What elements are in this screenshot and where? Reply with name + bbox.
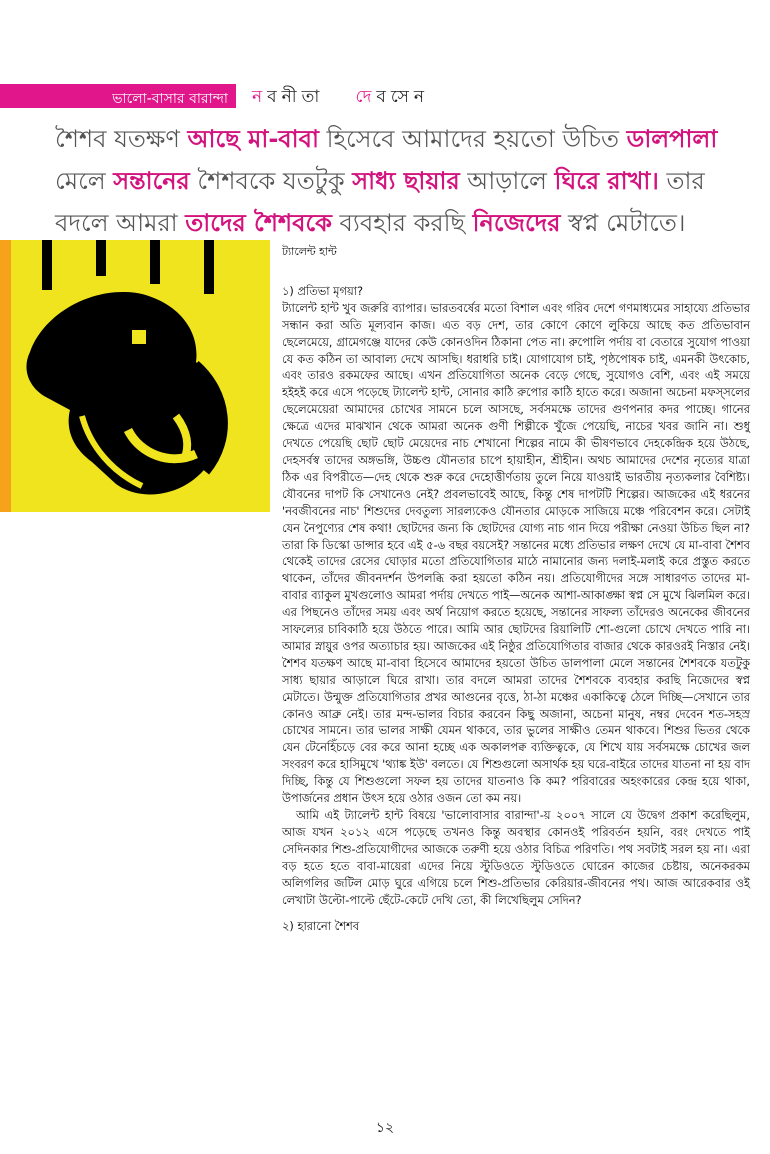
article-tag: ট্যালেন্ট হান্ট xyxy=(282,245,337,258)
article-body xyxy=(282,244,750,935)
pull-text: হিসেবে আমাদের হয়তো উচিত xyxy=(318,125,627,153)
pull-highlight: তাদের শৈশবকে xyxy=(185,209,332,237)
author-last-accent: দে xyxy=(355,87,377,107)
pull-text: শৈশব যতক্ষণ xyxy=(55,125,188,153)
pull-highlight: ডালপালা xyxy=(626,125,718,153)
pull-text: তার বদলে আমরা xyxy=(55,167,705,237)
pull-text: ব্যবহার করছি xyxy=(331,209,473,237)
pull-quote xyxy=(55,118,745,244)
author-name xyxy=(252,84,429,112)
paragraph: ট্যালেন্ট হান্ট খুব জরুরি ব্যাপার। ভারতবর্ষের মতো বিশাল এবং গরিব দেশে গণমাধ্যমের সাহায্যে প্রতিভার সন্ধান করা অতি মূল্যবান কাজ। এত বড় দেশ, তার কোণে কোণে লুকিয়ে আছে কত প্রতিভাবান ছেলেমেয়ে, গ্রামেগঞ্জে যাদের কেউ কোনওদিন ঠিকানা পেত না। রুপোলি পর্দায় বা বেতারে সুযোগ পাওয়া যে কত কঠিন তা আবাল্য দেখে আসছি। ধরাধরি চাই। যোগাযোগ চাই, পৃষ্ঠপোষক চাই, এমনকী উৎকোচ, এবং তারও রকমফের আছে। এখন প্রতিযোগিতা অনেক বেড়ে গেছে, সুযোগও বেশি, এবং এই সময়ে হইহই করে এসে পড়েছে ট্যালেন্ট হান্ট, সোনার কাঠি রুপোর কাঠি হাতে করে। অজানা অচেনা মফস্সলের ছেলেমেয়েরা আমাদের চোখের সামনে চলে আসছে, সর্বসমক্ষে তাদের গুণপনার কদর পাচ্ছে। গানের ক্ষেত্রে এদের মাঝখান থেকে আমরা অনেক গুণী শিল্পীকে খুঁজে পেয়েছি, নাচের খবর জানি না। শুধু দেখতে পেয়েছি ছোট ছোট মেয়েদের নাচ শেখানো শিল্পের নামে কী ভীষণভাবে দেহকেন্দ্রিক হয়ে উঠছে, দেহসর্বস্ব তাদের অঙ্গভঙ্গি, উচ্চণ্ড যৌনতার চাপে হায়াহীন, শ্রীহীন। অথচ আমাদের দেশের নৃত্যের যাত্রা ঠিক এর বিপরীতে—দেহ থেকে শুরু করে দেহোত্তীর্ণতায় তুলে নিয়ে যাওয়াই ভারতীয় নৃত্যকলার বৈশিষ্ট্য। যৌবনের দাপট কি সেখানেও নেই? প্রবলভাবেই আছে, কিন্তু শেষ দাপটটি শিল্পের। আজকের এই ধরনের 'নবজীবনের নাচ' শিশুদের দেবতুল্য সারল্যকেও যৌনতার মোড়কে সাজিয়ে মঞ্চে পরিবেশন করে। সেটাই যেন নৈপুণ্যের শেষ কথা! ছোটদের জন্য কি ছোটদের যোগ্য নাচ গান দিয়ে পরীক্ষা নেওয়া উচিত ছিল না? তারা কি ডিস্কো ডান্সার হবে এই ৫-৬ বছর বয়সেই? সন্তানের মধ্যে প্রতিভার লক্ষণ দেখে যে মা-বাবা শৈশব থেকেই তাদের রেসের ঘোড়ার মতো প্রতিযোগিতার মাঠে নামানোর জন্য দলাই-মলাই করে প্রস্তুত করতে থাকেন, তাঁদের জীবনদর্শন উপলব্ধি করা হয়তো কঠিন নয়। প্রতিযোগীদের সঙ্গে সাধারণত তাদের মা-বাবার ব্যাকুল মুখগুলোও আমরা পর্দায় দেখতে পাই—অনেক আশা-আকাঙ্ক্ষা স্বপ্ন সে মুখে ঝিলমিল করে। এর পিছনেও তাঁদের সময় এবং অর্থ নিয়োগ করতে হয়েছে, সন্তানের সাফল্য তাঁদেরও অনেকের জীবনের সাফল্যের চাবিকাঠি হয়ে উঠতে পারে। আমি আর ছোটদের রিয়ালিটি শো-গুলো চোখে দেখতে পারি না। আমার স্নায়ুর ওপর অত্যাচার হয়। আজকের এই নিষ্ঠুর প্রতিযোগিতার বাজার থেকে কারওরই নিস্তার নেই। শৈশব যতক্ষণ আছে মা-বাবা হিসেবে আমাদের হয়তো উচিত ডালপালা মেলে সন্তানের শৈশবকে যতটুকু সাধ্য ছায়ার আড়ালে ঘিরে রাখা। তার বদলে আমরা তাদের শৈশবকে ব্যবহার করছি নিজেদের স্বপ্ন মেটাতে। উন্মুক্ত প্রতিযোগিতার প্রখর আগুনের বৃত্তে, ঠা-ঠা মঞ্চের একাকিত্বে ঠেলে দিচ্ছি—সেখানে তার কোনও আব্রু নেই। তার মন্দ-ভালর বিচার করবেন কিছু অজানা, অচেনা মানুষ, নম্বর দেবেন শত-সহস্র চোখের সামনে। তার ভালর সাক্ষী যেমন থাকবে, তার ভুলের সাক্ষীও তেমন থাকবে। শিশুর ভিতর থেকে যেন টেনেহিঁচড়ে বের করে আনা হচ্ছে এক অকালপক্ব ব্যক্তিত্বকে, যে শিখে যায় সর্বসমক্ষে চোখের জল সংবরণ করে হাসিমুখে 'থ্যাঙ্ক ইউ' বলতে। যে শিশুগুলো অসার্থক হয় ঘরে-বাইরে তাদের যাতনা না হয় বাদ দিচ্ছি, কিন্তু যে শিশুগুলো সফল হয় তাদের যাতনাও কি কম? পরিবারের অহংকারের কেন্দ্র হয়ে থাকা, উপার্জনের প্রধান উৎস হয়ে ওঠার ওজন তো কম নয়। xyxy=(282,300,750,806)
author-last-rest: বসেন xyxy=(376,87,430,107)
column-banner xyxy=(0,84,236,108)
pull-text: আড়ালে xyxy=(459,167,555,195)
pull-highlight: সাধ্য ছায়ার xyxy=(352,167,460,195)
stage-spotlight-icon xyxy=(0,240,270,512)
pull-highlight: নিজেদের xyxy=(472,209,561,237)
pull-highlight: ঘিরে রাখা। xyxy=(554,167,659,195)
pull-highlight: আছে মা-বাবা xyxy=(187,125,319,153)
author-first-accent: ন xyxy=(252,87,268,107)
pull-text: মেলে xyxy=(55,167,114,195)
section-title: ২) হারানো শৈশব xyxy=(282,919,360,934)
pull-text: শৈশবকে যতটুকু xyxy=(189,167,353,195)
column-name: ভালো-বাসার বারান্দা xyxy=(112,91,228,107)
pull-highlight: সন্তানের xyxy=(113,167,190,195)
author-first-rest: বনীতা xyxy=(267,87,325,107)
section-title: ১) প্রতিভা মৃগয়া? xyxy=(282,283,364,298)
paragraph: আমি এই ট্যালেন্ট হান্ট বিষয়ে 'ভালোবাসার বারান্দা'-য় ২০০৭ সালে যে উদ্বেগ প্রকাশ করেছিলুম, আজ যখন ২০১২ এসে পড়েছে তখনও কিন্তু অবস্থার কোনওই পরিবর্তন হয়নি, বরং দেখতে পাই সেদিনকার শিশু-প্রতিযোগীদের আজকে তরুণী হয়ে ওঠার বিচিত্র পরিণতি। পথ সবটাই সরল হয় না। এরা বড় হতে হতে বাবা-মায়েরা এদের নিয়ে স্টুডিওতে স্টুডিওতে ঘোরেন কাজের চেষ্টায়, অনেকরকম অলিগলির জটিল মোড় ঘুরে এগিয়ে চলে শিশু-প্রতিভার কেরিয়ার-জীবনের পথ। আজ আরেকবার ওই লেখাটা উল্টো-পাল্টে ছেঁটে-কেটে দেখি তো, কী লিখেছিলুম সেদিন? xyxy=(282,808,750,907)
pull-text: স্বপ্ন মেটাতে। xyxy=(560,209,686,237)
page-number: ১২ xyxy=(375,1120,395,1136)
